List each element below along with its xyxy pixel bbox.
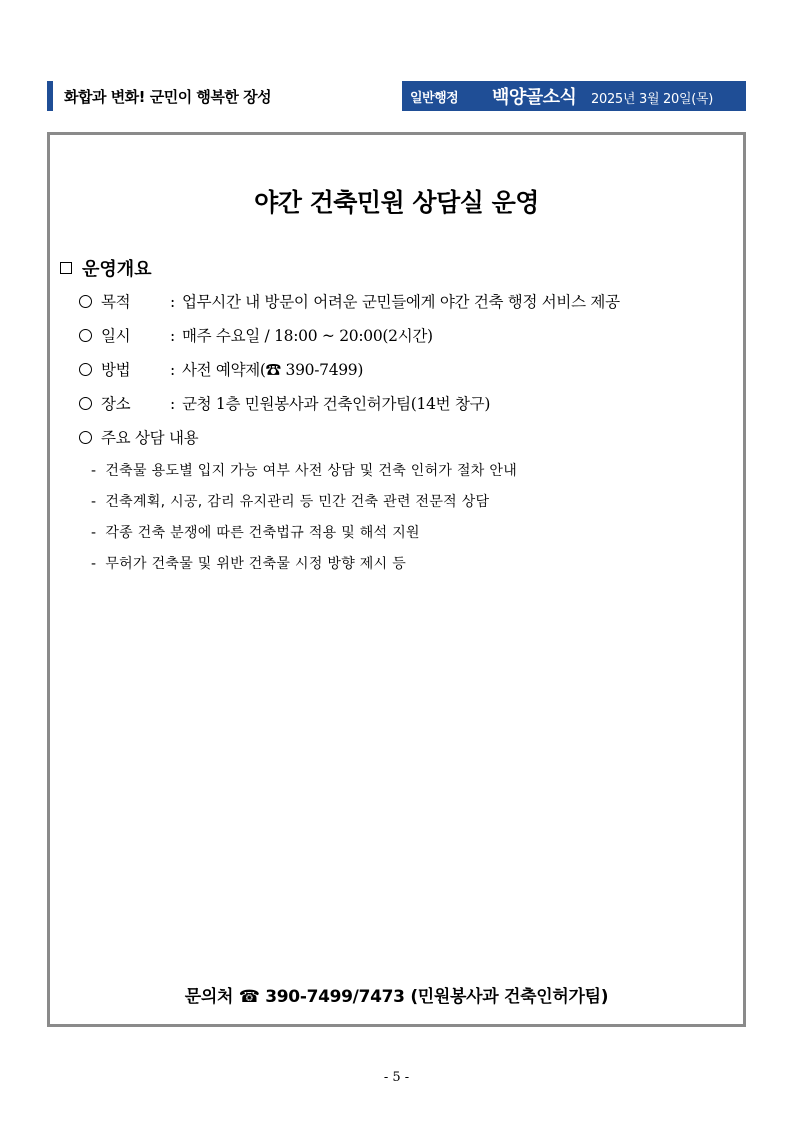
section-heading-label: 운영개요 — [82, 259, 152, 280]
consult-item: - 무허가 건축물 및 위반 건축물 시정 방향 제시 등 — [91, 556, 407, 572]
consult-heading — [79, 426, 198, 448]
consult-item-text: 무허가 건축물 및 위반 건축물 시정 방향 제시 등 — [105, 556, 407, 572]
consult-item-text: 각종 건축 분쟁에 따른 건축법규 적용 및 해석 지원 — [105, 525, 420, 541]
category-label: 일반행정 — [410, 91, 459, 106]
info-row-location: 장소 : 군청 1층 민원봉사과 건축인허가팀(14번 창구) — [79, 392, 490, 414]
consult-item: - 건축물 용도별 입지 가능 여부 사전 상담 및 건축 인허가 절차 안내 — [91, 463, 518, 479]
consult-item: - 건축계획, 시공, 감리 유지관리 등 민간 건축 관련 전문적 상담 — [91, 494, 490, 510]
circle-bullet-icon — [79, 363, 92, 376]
page-number: - 5 - — [383, 1070, 410, 1085]
info-row-method: 방법 : 사전 예약제(☎ 390-7499) — [79, 358, 363, 380]
content-frame — [47, 132, 746, 1027]
section-heading — [60, 255, 152, 281]
info-value: 업무시간 내 방문이 어려운 군민들에게 야간 건축 행정 서비스 제공 — [181, 293, 620, 311]
circle-bullet-icon — [79, 329, 92, 342]
info-value: 매주 수요일 / 18:00 ~ 20:00(2시간) — [181, 327, 433, 345]
info-value: 사전 예약제(☎ 390-7499) — [181, 361, 364, 379]
contact-info: 문의처 ☎ 390-7499/7473 (민원봉사과 건축인허가팀) — [184, 987, 609, 1007]
circle-bullet-icon — [79, 431, 92, 444]
consult-item-text: 건축물 용도별 입지 가능 여부 사전 상담 및 건축 인허가 절차 안내 — [105, 463, 518, 479]
info-label: 목적 — [101, 293, 131, 311]
slogan-text: 화합과 변화! 군민이 행복한 장성 — [64, 88, 272, 106]
newsletter-name: 백양골소식 — [492, 87, 577, 108]
consult-heading-label: 주요 상담 내용 — [101, 429, 199, 447]
circle-bullet-icon — [79, 295, 92, 308]
issue-date: 2025년 3월 20일(목) — [591, 92, 714, 107]
info-label: 방법 — [101, 361, 131, 379]
slogan-accent-bar — [47, 81, 53, 111]
info-row-datetime: 일시 : 매주 수요일 / 18:00 ~ 20:00(2시간) — [79, 324, 433, 346]
square-bullet-icon — [60, 262, 72, 274]
page-header — [47, 81, 746, 111]
info-label: 장소 — [101, 395, 131, 413]
info-row-purpose: 목적 : 업무시간 내 방문이 어려운 군민들에게 야간 건축 행정 서비스 제공 — [79, 290, 620, 312]
newsletter-banner — [402, 81, 746, 111]
circle-bullet-icon — [79, 397, 92, 410]
page-title: 야간 건축민원 상담실 운영 — [254, 188, 539, 217]
consult-item-text: 건축계획, 시공, 감리 유지관리 등 민간 건축 관련 전문적 상담 — [105, 494, 490, 510]
info-label: 일시 — [101, 327, 131, 345]
consult-item: - 각종 건축 분쟁에 따른 건축법규 적용 및 해석 지원 — [91, 525, 420, 541]
info-value: 군청 1층 민원봉사과 건축인허가팀(14번 창구) — [181, 395, 491, 413]
